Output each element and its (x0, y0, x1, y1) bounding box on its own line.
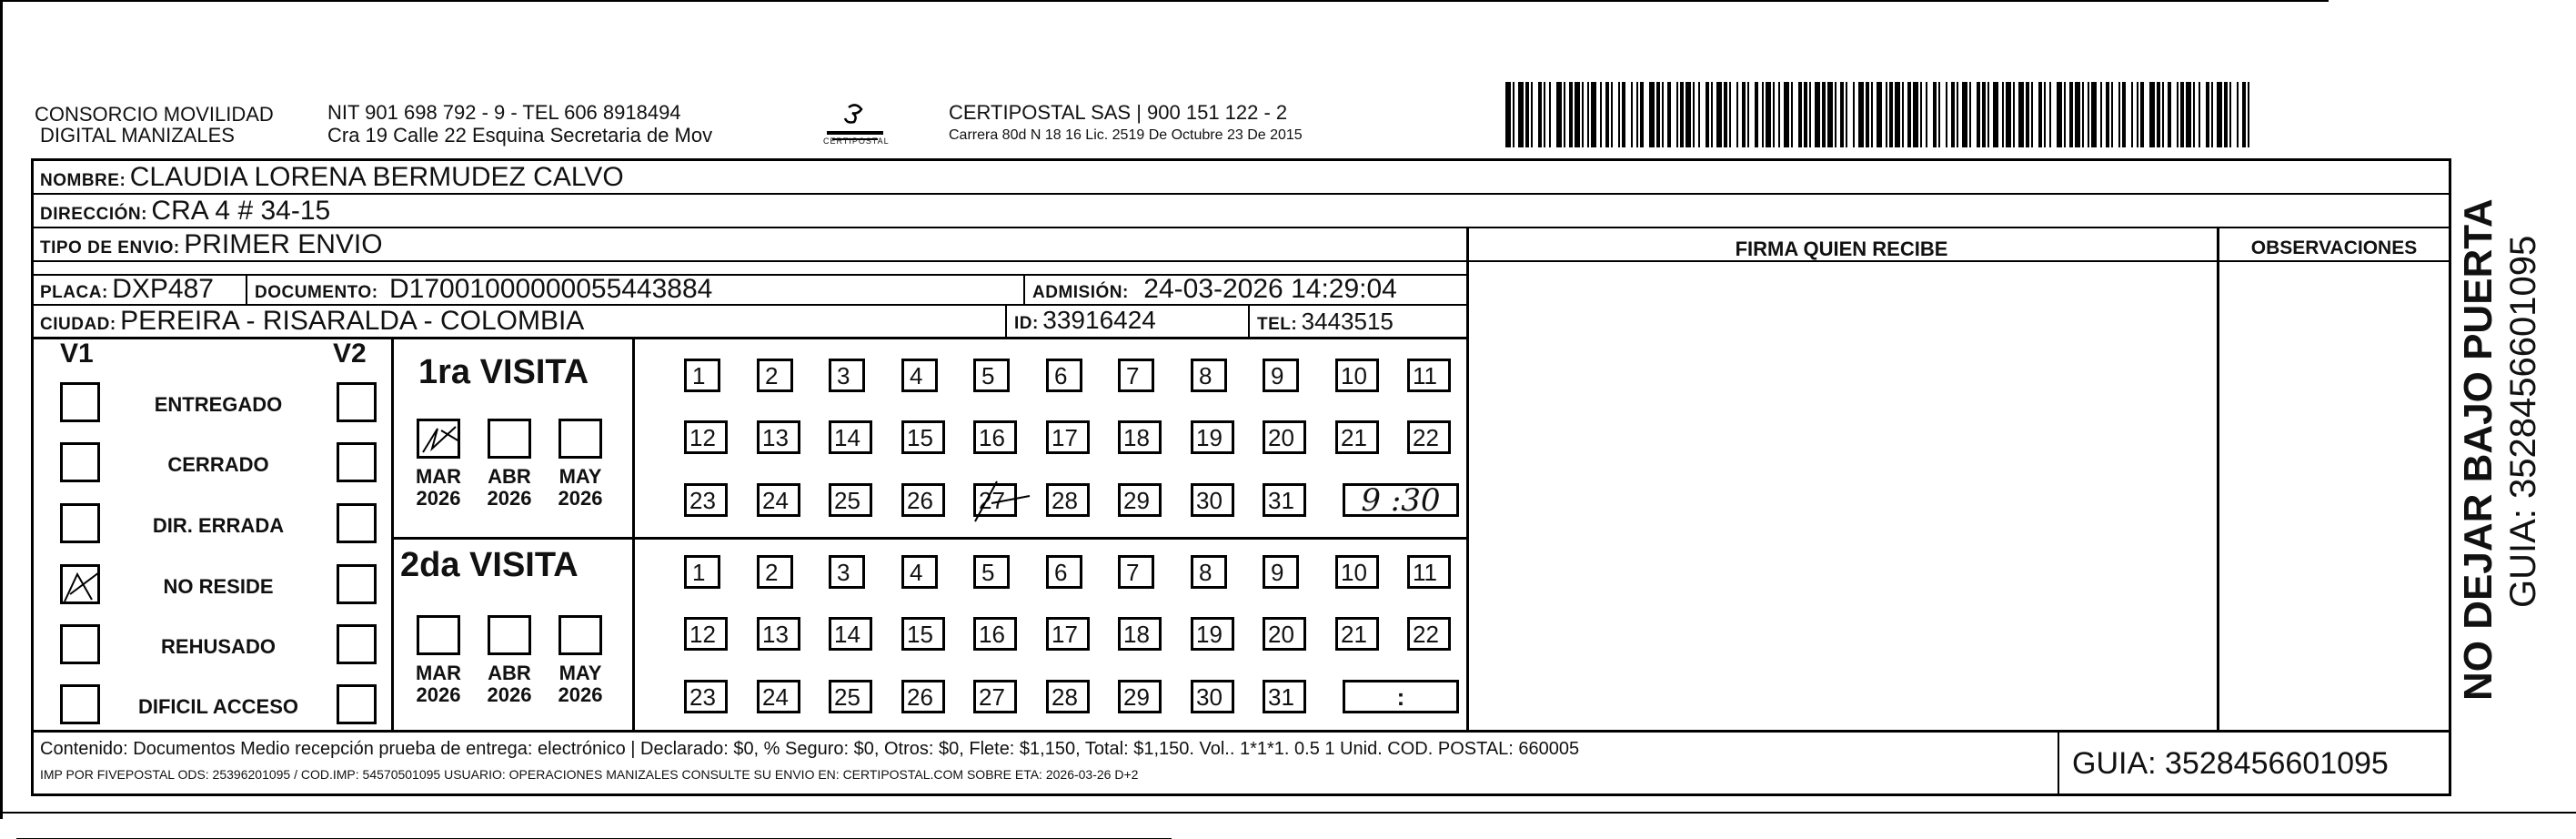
v1-checkbox[interactable] (60, 442, 100, 482)
day-box[interactable]: 23 (684, 483, 728, 517)
day-box[interactable]: 5 (973, 359, 1010, 392)
barcode-bar (1933, 82, 1937, 147)
admision-label: ADMISIÓN: (1032, 283, 1129, 302)
barcode-bar (2106, 82, 2109, 147)
month-checkbox[interactable] (417, 419, 460, 459)
barcode-bar (2069, 82, 2073, 147)
month-label (553, 466, 608, 510)
doc-admision-divider (1023, 274, 1025, 305)
barcode-bar (1582, 82, 1584, 147)
barcode-bar (1877, 82, 1882, 147)
direccion-label: DIRECCIÓN: (40, 205, 147, 224)
day-box[interactable]: 20 (1263, 617, 1306, 651)
logo-text: CERTIPOSTAL (823, 136, 890, 146)
day-box[interactable]: 28 (1046, 483, 1090, 517)
status-divider (391, 338, 394, 732)
barcode-bar (1676, 82, 1678, 147)
day-box[interactable]: 24 (757, 680, 800, 713)
barcode-bar (1618, 82, 1620, 147)
month-name: MAY (558, 465, 602, 488)
month-year: 2026 (416, 683, 461, 706)
barcode-bar (1902, 82, 1904, 147)
day-box[interactable]: 21 (1335, 420, 1379, 454)
status-label: CERRADO (167, 453, 269, 476)
barcode-bar (1913, 82, 1918, 147)
barcode-bar (1809, 82, 1811, 147)
barcode-bar (1962, 82, 1967, 147)
barcode-bar (1798, 82, 1802, 147)
barcode-bar (2091, 82, 2097, 147)
month-checkbox[interactable] (488, 419, 531, 459)
v1-checkbox[interactable] (60, 503, 100, 543)
documento-value: D17001000000055443884 (389, 274, 713, 304)
barcode-bar (2199, 82, 2200, 147)
day-box[interactable]: 2 (757, 555, 793, 589)
month-label (482, 662, 537, 706)
row-line-6 (31, 337, 1468, 339)
barcode-bar (1853, 82, 1855, 147)
barcode-bar (1667, 82, 1671, 147)
month-label (411, 466, 466, 510)
barcode-bar (1636, 82, 1638, 147)
firma-header: FIRMA QUIEN RECIBE (1735, 238, 1948, 260)
barcode-bar (1538, 82, 1542, 147)
footer-contenido: Contenido: Documentos Medio recepción prueba de entrega: electrónico | Declarado: $0, % Seguro: $0, Otros: $0, Flete: $1,150, Total: $1,150. Vol.. 1*1*1. 0.5 1 Unid. COD. POSTAL: 660005 (40, 739, 1580, 759)
day-box[interactable]: 18 (1118, 420, 1162, 454)
v2-checkbox[interactable] (337, 442, 377, 482)
day-box[interactable]: 19 (1191, 617, 1234, 651)
month-name: MAR (415, 465, 462, 488)
month-name: ABR (488, 662, 531, 684)
id-label: ID: (1014, 314, 1039, 333)
barcode-bar (2122, 82, 2126, 147)
barcode-bar (1773, 82, 1775, 147)
day-box[interactable]: 8 (1191, 555, 1227, 589)
day-box[interactable]: 26 (901, 680, 945, 713)
barcode-bar (1605, 82, 1609, 147)
barcode-bar (1564, 82, 1565, 147)
day-box[interactable]: 8 (1191, 359, 1227, 392)
visit2-title: 2da VISITA (400, 546, 579, 584)
barcode-bar (2168, 82, 2171, 147)
barcode-bar (1866, 82, 1869, 147)
barcode-bar (2217, 82, 2222, 147)
barcode-bar (1600, 82, 1602, 147)
barcode-bar (1907, 82, 1911, 147)
direccion-value: CRA 4 # 34-15 (151, 196, 331, 226)
barcode-bar (2131, 82, 2133, 147)
barcode-bar (1920, 82, 1922, 147)
day-box[interactable]: 13 (757, 617, 800, 651)
barcode-bar (1649, 82, 1655, 147)
courier-name: CERTIPOSTAL SAS | 900 151 122 - 2 (949, 101, 1288, 124)
barcode-bar (1622, 82, 1625, 147)
barcode-bar (2162, 82, 2164, 147)
tipo-value: PRIMER ENVIO (184, 229, 383, 259)
v2-checkbox[interactable] (337, 624, 377, 664)
day-box[interactable]: 29 (1118, 680, 1162, 713)
barcode-bar (1640, 82, 1644, 147)
placa-label: PLACA: (40, 283, 108, 302)
barcode-bar (1698, 82, 1700, 147)
barcode-bar (1518, 82, 1524, 147)
barcode-bar (1693, 82, 1695, 147)
barcode-bar (1685, 82, 1691, 147)
barcode-bar (1656, 82, 1660, 147)
v1-checkbox[interactable] (60, 684, 100, 724)
barcode-bar (2044, 82, 2046, 147)
day-box[interactable]: 3 (829, 555, 865, 589)
barcode-bar (2049, 82, 2051, 147)
day-box[interactable]: 26 (901, 483, 945, 517)
day-27-strike-mark (970, 476, 1033, 530)
month-year: 2026 (487, 487, 532, 510)
barcode-bar (1755, 82, 1758, 147)
day-box[interactable]: 16 (973, 420, 1017, 454)
day-box[interactable]: 15 (901, 617, 945, 651)
barcode-bar (1724, 82, 1727, 147)
barcode-bar (1858, 82, 1864, 147)
barcode-bar (1729, 82, 1731, 147)
barcode-bar (2157, 82, 2160, 147)
side-guia: GUIA: 3528456601095 (2503, 235, 2543, 608)
months-days-divider (632, 338, 635, 732)
barcode-bar (2149, 82, 2155, 147)
time-box[interactable]: : (1343, 680, 1459, 713)
v1-checkbox[interactable] (60, 564, 100, 604)
barcode-bar (1815, 82, 1820, 147)
day-box[interactable]: 17 (1046, 617, 1090, 651)
barcode-bar (1946, 82, 1947, 147)
barcode-bar (2038, 82, 2042, 147)
barcode-bar (1736, 82, 1738, 147)
status-label: NO RESIDE (163, 575, 274, 598)
footer-guia: GUIA: 3528456601095 (2072, 746, 2389, 781)
day-box[interactable]: 15 (901, 420, 945, 454)
top-edge-line (0, 0, 2329, 2)
day-box[interactable]: 21 (1335, 617, 1379, 651)
barcode-bar (2229, 82, 2231, 147)
barcode-bar (2137, 82, 2138, 147)
barcode-bar (2013, 82, 2015, 147)
month-label (553, 662, 608, 706)
day-box[interactable]: 2 (757, 359, 793, 392)
barcode-bar (2088, 82, 2089, 147)
visit1-title: 1ra VISITA (418, 353, 589, 391)
barcode-bar (1987, 82, 1989, 147)
month-year: 2026 (487, 683, 532, 706)
barcode-bar (1846, 82, 1847, 147)
placa-value: DXP487 (112, 274, 214, 304)
barcode-bar (1716, 82, 1722, 147)
barcode-bar (2242, 82, 2246, 147)
day-box[interactable]: 18 (1118, 617, 1162, 651)
barcode-bar (1544, 82, 1545, 147)
status-label: REHUSADO (161, 635, 276, 658)
row-line-1 (31, 193, 2450, 195)
day-box[interactable]: 13 (757, 420, 800, 454)
day-box[interactable]: 4 (901, 555, 938, 589)
id-tel-divider (1248, 304, 1250, 338)
row-line-2 (31, 227, 2450, 228)
observaciones-header: OBSERVACIONES (2250, 238, 2418, 258)
barcode-bar (2211, 82, 2213, 147)
barcode-bar (1762, 82, 1764, 147)
v2-header: V2 (333, 339, 367, 369)
barcode-bar (1742, 82, 1746, 147)
barcode-bar (1926, 82, 1927, 147)
day-box[interactable]: 10 (1335, 359, 1379, 392)
documento-label: DOCUMENTO: (255, 283, 378, 302)
barcode-bar (2018, 82, 2024, 147)
day-box[interactable]: 4 (901, 359, 938, 392)
v1-header: V1 (60, 339, 94, 369)
day-box[interactable]: 9 (1263, 359, 1299, 392)
day-box[interactable]: 10 (1335, 555, 1379, 589)
day-box[interactable]: 31 (1263, 680, 1306, 713)
barcode-bar (2193, 82, 2195, 147)
firma-left-line (1466, 227, 1469, 732)
barcode-bar (2082, 82, 2084, 147)
ciudad-label: CIUDAD: (40, 315, 116, 334)
barcode-bar (2186, 82, 2191, 147)
obs-left-line (2217, 227, 2219, 732)
barcode-bar (2064, 82, 2066, 147)
month-name: MAR (415, 662, 462, 684)
sender-nit: NIT 901 698 792 - 9 - TEL 606 8918494 (327, 101, 681, 124)
day-box[interactable]: 24 (757, 483, 800, 517)
barcode-bar (2140, 82, 2144, 147)
barcode-bar (2002, 82, 2004, 147)
day-box[interactable]: 7 (1118, 555, 1154, 589)
footer-guia-divider (2058, 732, 2059, 795)
month-year: 2026 (558, 683, 603, 706)
barcode-bar (1938, 82, 1940, 147)
barcode-bar (1840, 82, 1844, 147)
v1-checkbox[interactable] (60, 382, 100, 422)
day-box[interactable]: 30 (1191, 483, 1234, 517)
barcode-bar (1951, 82, 1955, 147)
sender-address: Cra 19 Calle 22 Esquina Secretaria de Mov (327, 124, 713, 147)
tel-label: TEL: (1257, 315, 1298, 334)
barcode-bar (1886, 82, 1887, 147)
barcode-bar (1631, 82, 1633, 147)
barcode-bar (2026, 82, 2029, 147)
day-box[interactable]: 28 (1046, 680, 1090, 713)
bottom-edge-line (0, 812, 2576, 814)
tel-value: 3443515 (1301, 308, 1394, 335)
day-box[interactable]: 6 (1046, 359, 1082, 392)
day-box[interactable]: 7 (1118, 359, 1154, 392)
barcode-bar (1575, 82, 1580, 147)
v1-checkbox[interactable] (60, 624, 100, 664)
month-checkbox[interactable] (488, 615, 531, 655)
month-label (411, 662, 466, 706)
barcode-bar (1827, 82, 1833, 147)
barcode-bar (1680, 82, 1684, 147)
barcode-bar (1525, 82, 1529, 147)
placa-doc-divider (246, 274, 247, 305)
form-bottom-line (31, 794, 2451, 796)
barcode-bar (1611, 82, 1613, 147)
day-box[interactable]: 12 (684, 420, 728, 454)
form-right-line (2449, 158, 2451, 795)
month-year: 2026 (416, 487, 461, 510)
sender-name-line2: DIGITAL MANIZALES (40, 124, 235, 147)
barcode-bar (1835, 82, 1836, 147)
ciudad-id-divider (1005, 304, 1007, 338)
barcode-bar (1591, 82, 1596, 147)
day-box[interactable]: 20 (1263, 420, 1306, 454)
barcode-bar (2031, 82, 2033, 147)
barcode-bar (1969, 82, 1971, 147)
v2-checkbox[interactable] (337, 382, 377, 422)
barcode (1505, 82, 2256, 147)
status-label: ENTREGADO (154, 393, 283, 416)
month-name: ABR (488, 465, 531, 488)
footer-imp: IMP POR FIVEPOSTAL ODS: 25396201095 / COD.IMP: 54570501095 USUARIO: OPERACIONES MANIZALES CONSULTE SU ENVIO EN: CERTIPOSTAL.COM SOBRE ETA: 2026-03-26 D+2 (40, 767, 1139, 782)
day-box[interactable]: 1 (684, 359, 720, 392)
day-box[interactable]: 11 (1407, 359, 1451, 392)
barcode-bar (2224, 82, 2228, 147)
status-label: DIFICIL ACCESO (137, 695, 298, 718)
day-box[interactable]: 11 (1407, 555, 1451, 589)
sender-name-line1: CONSORCIO MOVILIDAD (35, 103, 274, 126)
day-box[interactable]: 22 (1407, 617, 1451, 651)
form-left-line (31, 158, 34, 795)
visit-divider (391, 537, 1468, 540)
barcode-bar (1513, 82, 1514, 147)
nombre-label: NOMBRE: (40, 171, 126, 190)
barcode-bar (1957, 82, 1958, 147)
v2-checkbox[interactable] (337, 503, 377, 543)
barcode-bar (1549, 82, 1551, 147)
day-box[interactable]: 14 (829, 420, 872, 454)
day-box[interactable]: 5 (973, 555, 1010, 589)
day-box[interactable]: 31 (1263, 483, 1306, 517)
barcode-bar (1822, 82, 1826, 147)
barcode-bar (2100, 82, 2102, 147)
month-checkbox[interactable] (558, 615, 602, 655)
courier-address: Carrera 80d N 18 16 Lic. 2519 De Octubre 23 De 2015 (949, 127, 1303, 143)
barcode-bar (1766, 82, 1771, 147)
month-label (482, 466, 537, 510)
barcode-bar (2248, 82, 2249, 147)
barcode-bar (2180, 82, 2184, 147)
barcode-bar (1804, 82, 1807, 147)
day-box[interactable]: 9 (1263, 555, 1299, 589)
barcode-bar (1662, 82, 1664, 147)
day-box[interactable]: 6 (1046, 555, 1082, 589)
id-value: 33916424 (1042, 306, 1156, 334)
barcode-bar (2057, 82, 2062, 147)
barcode-bar (1778, 82, 1780, 147)
side-no-dejar: NO DEJAR BAJO PUERTA (2456, 198, 2501, 701)
day-box[interactable]: 1 (684, 555, 720, 589)
day-box[interactable]: 29 (1118, 483, 1162, 517)
v2-checkbox[interactable] (337, 684, 377, 724)
barcode-bar (2006, 82, 2011, 147)
day-box[interactable]: 14 (829, 617, 872, 651)
day-box[interactable]: 22 (1407, 420, 1451, 454)
barcode-bar (2118, 82, 2120, 147)
barcode-bar (1889, 82, 1893, 147)
tipo-label: TIPO DE ENVIO: (40, 238, 180, 258)
day-box[interactable]: 17 (1046, 420, 1090, 454)
barcode-bar (1895, 82, 1900, 147)
barcode-bar (2075, 82, 2080, 147)
day-box[interactable]: 25 (829, 483, 872, 517)
day-box[interactable]: 19 (1191, 420, 1234, 454)
barcode-bar (1982, 82, 1986, 147)
barcode-bar (1587, 82, 1589, 147)
day-box[interactable]: 30 (1191, 680, 1234, 713)
barcode-bar (1531, 82, 1533, 147)
row-line-7 (31, 730, 2450, 733)
barcode-bar (1784, 82, 1789, 147)
barcode-bar (2177, 82, 2179, 147)
barcode-bar (1711, 82, 1713, 147)
admision-value: 24-03-2026 14:29:04 (1143, 274, 1397, 304)
barcode-bar (1569, 82, 1573, 147)
barcode-bar (1747, 82, 1749, 147)
barcode-bar (1977, 82, 1980, 147)
day-box[interactable]: 25 (829, 680, 872, 713)
left-edge-line (0, 0, 3, 819)
day-box[interactable]: 12 (684, 617, 728, 651)
barcode-bar (2237, 82, 2239, 147)
time-box[interactable]: 9 :30 (1343, 483, 1459, 517)
barcode-bar (1791, 82, 1793, 147)
day-box[interactable]: 27 (973, 680, 1017, 713)
barcode-bar (1993, 82, 1998, 147)
month-checkbox[interactable] (417, 615, 460, 655)
nombre-value: CLAUDIA LORENA BERMUDEZ CALVO (129, 162, 624, 192)
day-box[interactable]: 16 (973, 617, 1017, 651)
barcode-bar (1556, 82, 1562, 147)
barcode-bar (2206, 82, 2209, 147)
v2-checkbox[interactable] (337, 564, 377, 604)
day-box[interactable]: 23 (684, 680, 728, 713)
status-label: DIR. ERRADA (152, 514, 285, 537)
month-year: 2026 (558, 487, 603, 510)
month-name: MAY (558, 662, 602, 684)
barcode-bar (1706, 82, 1709, 147)
month-checkbox[interactable] (558, 419, 602, 459)
barcode-bar (2111, 82, 2113, 147)
ciudad-value: PEREIRA - RISARALDA - COLOMBIA (120, 306, 585, 336)
form-top-line (31, 158, 2450, 161)
barcode-bar (1505, 82, 1511, 147)
barcode-bar (1871, 82, 1873, 147)
day-box[interactable]: 3 (829, 359, 865, 392)
day-box[interactable]: 27 (973, 483, 1017, 517)
